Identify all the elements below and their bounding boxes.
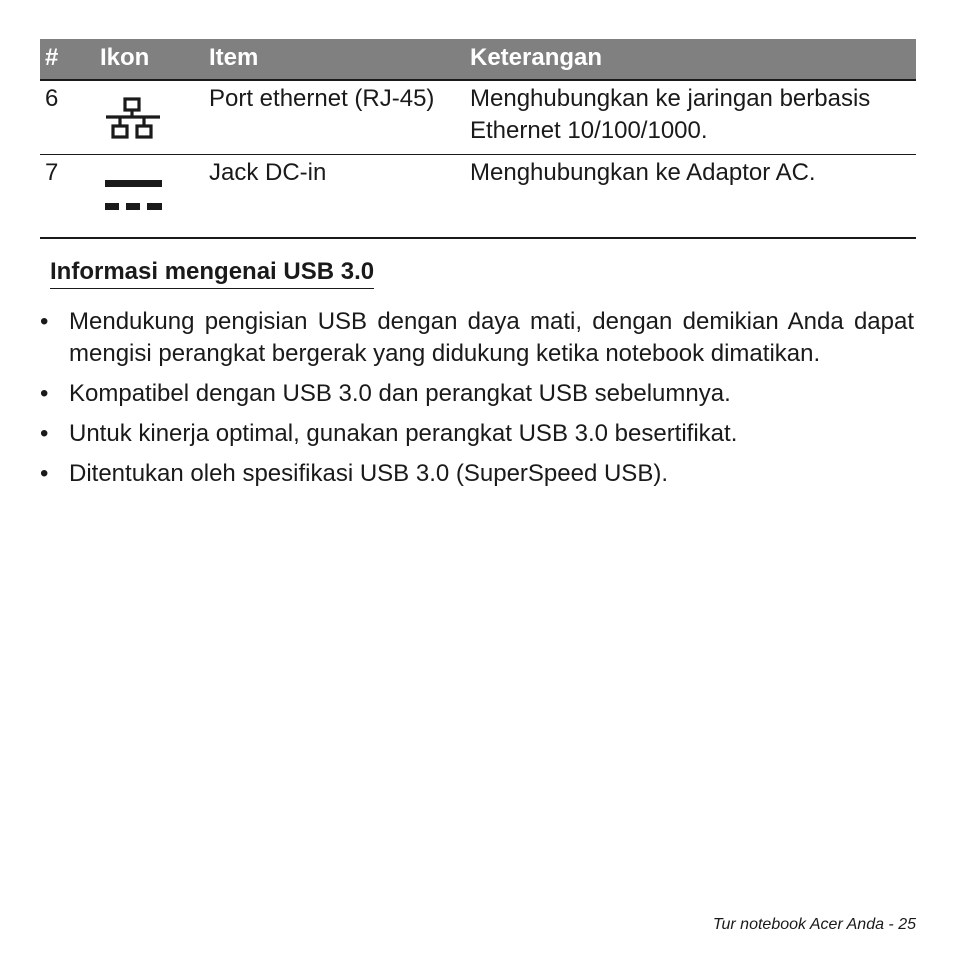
list-item [40, 378, 914, 410]
bullet-glyph: • [40, 460, 49, 487]
bullet-text: Mendukung pengisian USB dengan daya mati, dengan demikian Anda dapat mengisi perangkat bergerak yang didukung ketika notebook dimatikan. [69, 308, 914, 367]
table-row [40, 81, 916, 155]
bullet-glyph: • [40, 308, 49, 335]
row-num: 6 [45, 85, 59, 112]
page-footer: Tur notebook Acer Anda - 25 [712, 916, 916, 933]
row-desc: Menghubungkan ke jaringan berbasis Ethernet 10/100/1000. [470, 85, 871, 144]
table-row [40, 155, 916, 239]
row-num: 7 [45, 159, 59, 186]
ethernet-icon [104, 97, 162, 152]
row-item: Port ethernet (RJ-45) [209, 85, 435, 112]
bullet-text: Kompatibel dengan USB 3.0 dan perangkat USB sebelumnya. [69, 380, 731, 407]
bullet-list [40, 306, 914, 498]
bullet-text: Ditentukan oleh spesifikasi USB 3.0 (SuperSpeed USB). [69, 460, 668, 487]
header-item: Item [209, 44, 259, 71]
bullet-glyph: • [40, 420, 49, 447]
ports-table [40, 39, 916, 239]
list-item [40, 306, 914, 370]
row-item: Jack DC-in [209, 159, 327, 186]
header-desc: Keterangan [470, 44, 603, 71]
row-desc: Menghubungkan ke Adaptor AC. [470, 159, 816, 186]
dc-in-icon [105, 180, 162, 223]
list-item [40, 458, 914, 490]
bullet-text: Untuk kinerja optimal, gunakan perangkat USB 3.0 besertifikat. [69, 420, 738, 447]
header-num: # [45, 44, 59, 71]
bullet-glyph: • [40, 380, 49, 407]
section-title: Informasi mengenai USB 3.0 [50, 258, 374, 289]
list-item [40, 418, 914, 450]
table-header [40, 39, 916, 81]
header-icon: Ikon [100, 44, 150, 71]
